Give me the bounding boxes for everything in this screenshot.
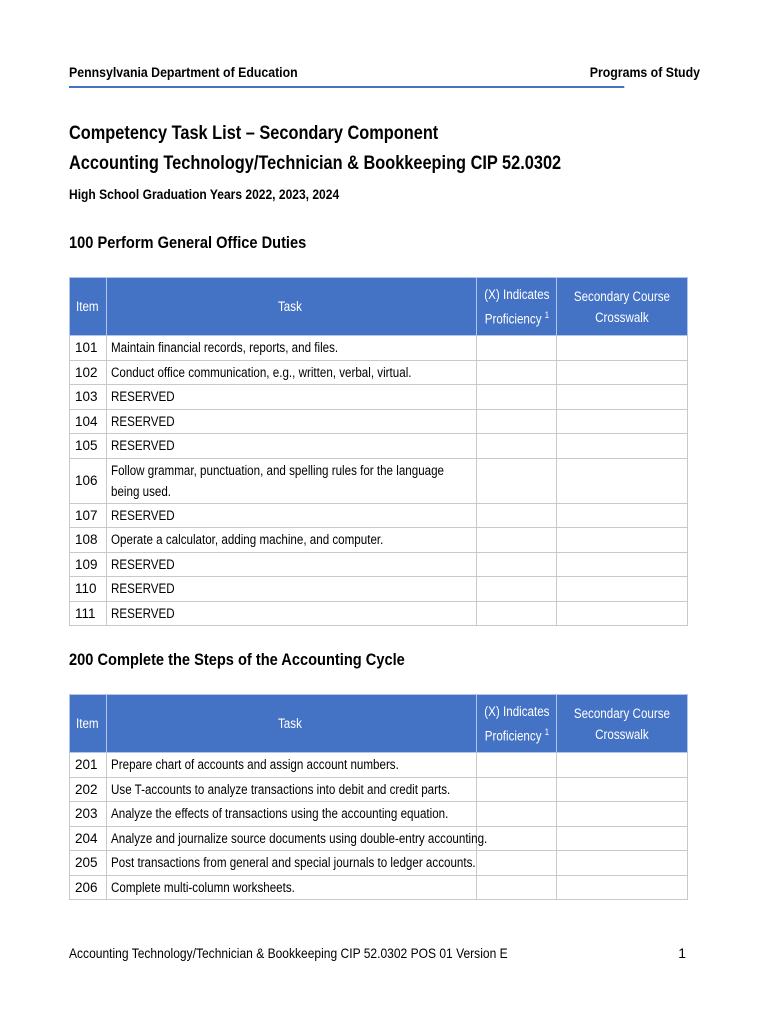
item-number: 105 (70, 434, 107, 459)
table-row (70, 360, 688, 385)
document-title: Competency Task List – Secondary Component (69, 123, 439, 144)
column-header-item: Item (70, 695, 107, 753)
crosswalk-cell[interactable] (557, 528, 688, 553)
table-row (70, 577, 688, 602)
item-number: 107 (70, 503, 107, 528)
task-description: Conduct office communication, e.g., written, verbal, virtual. (107, 360, 477, 385)
proficiency-cell[interactable] (477, 777, 557, 802)
proficiency-cell[interactable] (477, 552, 557, 577)
task-rows-100 (70, 336, 688, 626)
proficiency-cell[interactable] (477, 851, 557, 876)
header-program-label: Programs of Study (589, 64, 700, 80)
proficiency-cell[interactable] (477, 802, 557, 827)
table-row (70, 409, 688, 434)
table-row (70, 753, 688, 778)
page-header (69, 62, 700, 88)
item-number: 110 (70, 577, 107, 602)
crosswalk-cell[interactable] (557, 409, 688, 434)
document-program-title: Accounting Technology/Technician & Bookkeeping CIP 52.0302 (69, 153, 562, 174)
task-description: RESERVED (107, 577, 477, 602)
crosswalk-cell[interactable] (557, 802, 688, 827)
crosswalk-cell[interactable] (557, 851, 688, 876)
crosswalk-cell[interactable] (557, 458, 688, 503)
proficiency-cell[interactable] (477, 601, 557, 626)
proficiency-cell[interactable] (477, 826, 557, 851)
proficiency-cell[interactable] (477, 360, 557, 385)
task-description: Prepare chart of accounts and assign account numbers. (107, 753, 477, 778)
item-number: 106 (70, 458, 107, 503)
column-header-task: Task (107, 278, 477, 336)
crosswalk-cell[interactable] (557, 336, 688, 361)
table-row (70, 434, 688, 459)
column-header-item: Item (70, 278, 107, 336)
task-description: Analyze the effects of transactions using the accounting equation. (107, 802, 477, 827)
crosswalk-cell[interactable] (557, 875, 688, 900)
graduation-years: High School Graduation Years 2022, 2023, 2024 (69, 186, 340, 202)
table-row (70, 601, 688, 626)
table-row (70, 802, 688, 827)
task-description: Complete multi-column worksheets. (107, 875, 477, 900)
crosswalk-cell[interactable] (557, 826, 688, 851)
section-title-100: 100 Perform General Office Duties (69, 233, 307, 252)
crosswalk-cell[interactable] (557, 777, 688, 802)
proficiency-cell[interactable] (477, 528, 557, 553)
crosswalk-cell[interactable] (557, 385, 688, 410)
column-header-proficiency: (X) Indicates Proficiency $^1$ (477, 278, 557, 336)
proficiency-cell[interactable] (477, 409, 557, 434)
task-description: RESERVED (107, 503, 477, 528)
item-number: 109 (70, 552, 107, 577)
proficiency-cell[interactable] (477, 875, 557, 900)
task-description: RESERVED (107, 434, 477, 459)
column-header-crosswalk: Secondary Course Crosswalk (557, 278, 688, 336)
task-description: Analyze and journalize source documents using double-entry accounting. (107, 826, 477, 851)
crosswalk-cell[interactable] (557, 577, 688, 602)
section-title-200: 200 Complete the Steps of the Accounting Cycle (69, 650, 405, 669)
task-table-200 (69, 694, 688, 900)
table-row (70, 552, 688, 577)
item-number: 206 (70, 875, 107, 900)
table-row (70, 458, 688, 503)
item-number: 202 (70, 777, 107, 802)
task-description: Follow grammar, punctuation, and spelling rules for the language being used. (107, 458, 477, 503)
crosswalk-cell[interactable] (557, 434, 688, 459)
task-description: RESERVED (107, 409, 477, 434)
column-header-proficiency: (X) Indicates Proficiency $^1$ (477, 695, 557, 753)
item-number: 108 (70, 528, 107, 553)
table-row (70, 826, 688, 851)
table-row (70, 777, 688, 802)
task-description: RESERVED (107, 601, 477, 626)
item-number: 101 (70, 336, 107, 361)
task-rows-200 (70, 753, 688, 900)
table-row (70, 385, 688, 410)
column-header-crosswalk: Secondary Course Crosswalk (557, 695, 688, 753)
item-number: 203 (70, 802, 107, 827)
crosswalk-cell[interactable] (557, 503, 688, 528)
item-number: 204 (70, 826, 107, 851)
task-table-100 (69, 277, 688, 626)
proficiency-cell[interactable] (477, 503, 557, 528)
task-description: Maintain financial records, reports, and files. (107, 336, 477, 361)
crosswalk-cell[interactable] (557, 753, 688, 778)
item-number: 201 (70, 753, 107, 778)
task-description: RESERVED (107, 385, 477, 410)
proficiency-cell[interactable] (477, 753, 557, 778)
crosswalk-cell[interactable] (557, 360, 688, 385)
item-number: 205 (70, 851, 107, 876)
task-description: RESERVED (107, 552, 477, 577)
task-description: Use T-accounts to analyze transactions into debit and credit parts. (107, 777, 477, 802)
column-header-task: Task (107, 695, 477, 753)
crosswalk-cell[interactable] (557, 552, 688, 577)
crosswalk-cell[interactable] (557, 601, 688, 626)
proficiency-cell[interactable] (477, 434, 557, 459)
table-header-row (70, 278, 688, 336)
page-number: 1 (678, 945, 686, 961)
item-number: 104 (70, 409, 107, 434)
table-row (70, 336, 688, 361)
task-description: Operate a calculator, adding machine, and computer. (107, 528, 477, 553)
item-number: 103 (70, 385, 107, 410)
header-organization: Pennsylvania Department of Education (69, 64, 298, 80)
proficiency-cell[interactable] (477, 385, 557, 410)
task-description: Post transactions from general and special journals to ledger accounts. (107, 851, 477, 876)
item-number: 111 (70, 601, 107, 626)
proficiency-cell[interactable] (477, 336, 557, 361)
proficiency-cell[interactable] (477, 577, 557, 602)
table-row (70, 528, 688, 553)
item-number: 102 (70, 360, 107, 385)
table-row (70, 851, 688, 876)
table-header-row (70, 695, 688, 753)
table-row (70, 503, 688, 528)
footer-document-id: Accounting Technology/Technician & Bookkeeping CIP 52.0302 POS 01 Version E (69, 945, 508, 961)
proficiency-cell[interactable] (477, 458, 557, 503)
table-row (70, 875, 688, 900)
